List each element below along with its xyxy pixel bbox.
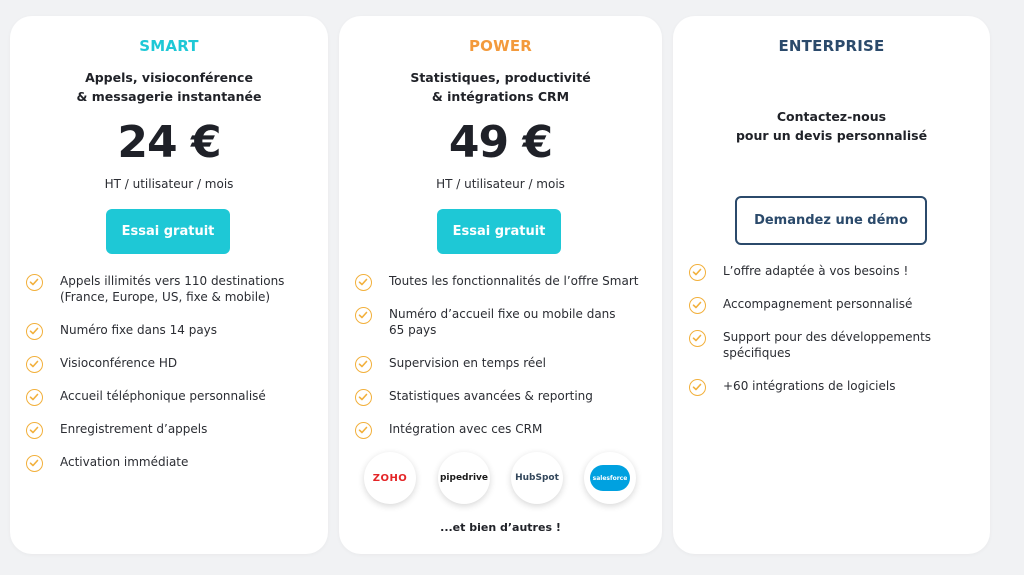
power-price: 49 €: [448, 117, 553, 168]
feature-text: Intégration avec ces CRM: [389, 422, 543, 436]
feature-text: Appels illimités vers 110 destinations (France, Europe, US, fixe & mobile): [60, 274, 285, 304]
zoho-logo: ZOHO: [364, 452, 416, 504]
feature-text: Numéro d’accueil fixe ou mobile dans 65 pays: [389, 307, 616, 337]
feature-text: Numéro fixe dans 14 pays: [60, 323, 218, 337]
check-circle-icon: [689, 297, 706, 314]
request-demo-button[interactable]: Demandez une démo: [735, 196, 927, 245]
power-price-unit: HT / utilisateur / mois: [436, 177, 565, 191]
check-circle-icon: [355, 307, 372, 324]
check-circle-icon: [355, 356, 372, 373]
check-circle-icon: [689, 379, 706, 396]
enterprise-contact-line2: pour un devis personnalisé: [735, 128, 928, 143]
power-plan-subtitle: [339, 68, 662, 106]
check-circle-icon: [689, 330, 706, 347]
smart-subtitle-line1: Appels, visioconférence: [85, 70, 253, 85]
power-plan-name: POWER: [468, 37, 533, 55]
feature-text: Enregistrement d’appels: [60, 422, 208, 436]
feature-text: +60 intégrations de logiciels: [723, 379, 896, 393]
feature-text: L’offre adaptée à vos besoins !: [723, 264, 909, 278]
check-circle-icon: [26, 356, 43, 373]
smart-subtitle-line2: & messagerie instantanée: [76, 89, 262, 104]
power-free-trial-button[interactable]: Essai gratuit: [437, 209, 561, 254]
feature-text: Toutes les fonctionnalités de l’offre Smart: [389, 274, 639, 288]
check-circle-icon: [355, 274, 372, 291]
smart-price-unit: HT / utilisateur / mois: [104, 177, 234, 191]
hubspot-logo: HubSpot: [511, 452, 563, 504]
check-circle-icon: [26, 274, 43, 291]
feature-text: Statistiques avancées & reporting: [389, 389, 593, 403]
power-subtitle-line1: Statistiques, productivité: [410, 70, 591, 85]
enterprise-plan-card: [673, 16, 990, 554]
pipedrive-logo: pipedrive: [438, 452, 490, 504]
check-circle-icon: [26, 389, 43, 406]
power-subtitle-line2: & intégrations CRM: [431, 89, 570, 104]
check-circle-icon: [26, 422, 43, 439]
feature-text: Support pour des développements spécifiques: [723, 330, 932, 360]
feature-text: Supervision en temps réel: [389, 356, 546, 370]
crm-logo-row: [360, 452, 662, 508]
check-circle-icon: [689, 264, 706, 281]
feature-text: Accompagnement personnalisé: [723, 297, 913, 311]
more-integrations-text: ...et bien d’autres !: [440, 521, 561, 534]
feature-text: Activation immédiate: [60, 455, 189, 469]
enterprise-plan-name: ENTERPRISE: [778, 37, 885, 55]
smart-plan-card: [10, 16, 328, 554]
smart-price: 24 €: [117, 117, 221, 168]
enterprise-contact-line1: Contactez-nous: [776, 109, 887, 124]
check-circle-icon: [26, 323, 43, 340]
check-circle-icon: [26, 455, 43, 472]
smart-plan-subtitle: [10, 68, 328, 106]
feature-text: Accueil téléphonique personnalisé: [60, 389, 266, 403]
check-circle-icon: [355, 389, 372, 406]
salesforce-logo: salesforce: [584, 452, 636, 504]
smart-free-trial-button[interactable]: Essai gratuit: [106, 209, 230, 254]
smart-plan-name: SMART: [139, 37, 199, 55]
feature-text: Visioconférence HD: [60, 356, 178, 370]
check-circle-icon: [355, 422, 372, 439]
power-plan-card: [339, 16, 662, 554]
enterprise-contact-text: [673, 107, 990, 145]
